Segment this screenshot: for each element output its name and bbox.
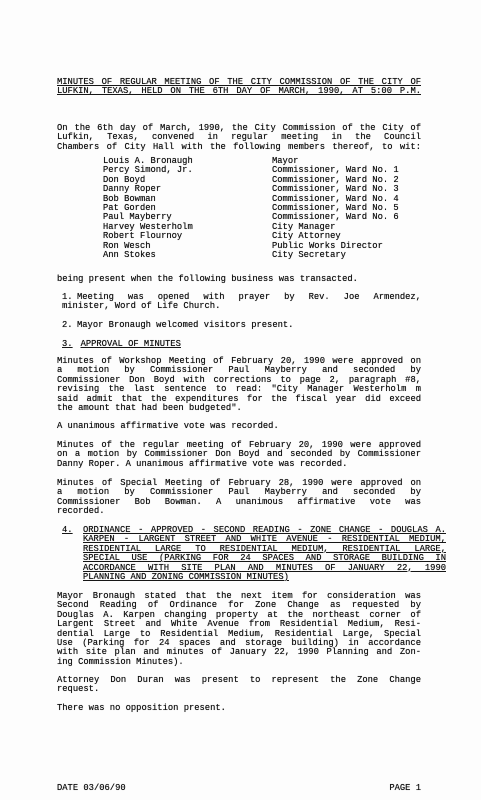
paragraph-line: On the 6th day of March, 1990, the City Commission of the City of	[57, 123, 421, 133]
paragraph-line: dential Large to Residential Medium, Residential Large, Special	[57, 628, 421, 639]
section-heading	[62, 340, 421, 349]
special-minutes-paragraph	[57, 479, 421, 517]
paragraph-line: revising the last sentence to read: "City Manager Westerholm m	[57, 384, 421, 395]
paragraph-line: said admit that the expenditures for the fiscal year did exceed	[57, 393, 421, 404]
page-footer	[57, 784, 421, 793]
paragraph-line: Minutes of the regular meeting of February 20, 1990 were approved	[57, 440, 421, 450]
page-number: PAGE 1	[389, 783, 421, 793]
paragraph-line: minister, Word of Life Church.	[62, 301, 221, 312]
agenda-item-4-number	[62, 526, 82, 535]
regular-minutes-paragraph	[57, 441, 421, 469]
member-name: Harvey Westerholm	[103, 221, 193, 232]
member-name: Louis A. Bronaugh	[103, 156, 193, 166]
item-number: 4.	[62, 525, 73, 535]
paragraph-line: request.	[57, 684, 100, 695]
paragraph-line: A unanimous affirmative vote was recorded.	[57, 421, 279, 431]
member-title: City Attorney	[272, 231, 341, 242]
intro-paragraph	[57, 124, 421, 152]
paragraph-line: Commissioner Don Boyd with corrections to page 2, paragraph #8,	[57, 374, 421, 385]
paragraph-line: Use (Parking for 24 spaces and storage building) in accordance	[57, 637, 421, 648]
heading-line: ACCORDANCE WITH SITE PLAN AND MINUTES OF JANUARY 22, 1990	[83, 562, 446, 573]
workshop-minutes-paragraph	[57, 357, 421, 413]
paragraph-line	[62, 321, 421, 330]
paragraph-line: a motion by Commissioner Paul Mayberry and seconded by	[57, 365, 421, 376]
opposition-statement	[57, 704, 421, 713]
paragraph-line: Chambers of City Hall with the following members thereof, to wit:	[57, 141, 421, 152]
member-title: City Manager	[272, 221, 336, 232]
member-name: Robert Flournoy	[103, 231, 183, 242]
member-title: Commissioner, Ward No. 1	[272, 165, 399, 176]
member-name: Percy Simond, Jr.	[103, 165, 193, 176]
member-name: Pat Gorden	[103, 202, 156, 213]
agenda-item-1	[62, 293, 421, 312]
heading-line: SPECIAL USE (PARKING FOR 24 SPACES AND STORAGE BUILDING IN	[83, 553, 446, 564]
member-title: Mayor	[272, 156, 299, 166]
paragraph-line: ing Commission Minutes).	[57, 656, 184, 667]
paragraph-line: Commissioner Bob Bowman. A unanimous affirmative vote was	[57, 496, 421, 507]
attorney-paragraph	[57, 676, 421, 695]
item-number: 1.	[62, 292, 73, 302]
paragraph-line: Danny Roper. A unanimous affirmative vote was recorded.	[57, 458, 348, 469]
paragraph-line: recorded.	[57, 506, 105, 517]
agenda-item-4-heading	[83, 526, 446, 582]
member-name: Danny Roper	[103, 184, 162, 195]
paragraph-line: with site plan and minutes of January 22, 1990 Planning and Zon-	[57, 647, 421, 658]
paragraph-line: Lufkin, Texas, convened in regular meeting in the Council	[57, 132, 421, 143]
member-title: Commissioner, Ward No. 2	[272, 174, 399, 185]
document-title	[57, 78, 421, 97]
paragraph-line: Minutes of Workshop Meeting of February 20, 1990 were approved on	[57, 356, 421, 366]
member-row	[103, 251, 423, 260]
workshop-vote	[57, 422, 421, 431]
item-text: Mayor Bronaugh welcomed visitors present.	[77, 320, 294, 330]
heading-line: RESIDENTIAL LARGE TO RESIDENTIAL MEDIUM, RESIDENTIAL LARGE,	[83, 543, 446, 554]
item-number: 3.	[62, 339, 73, 349]
title-line: LUFKIN, TEXAS, HELD ON THE 6TH DAY OF MARCH, 1990, AT 5:00 P.M.	[57, 86, 421, 97]
paragraph-line: Minutes of Special Meeting of February 28, 1990 were approved on	[57, 478, 421, 488]
member-title: Commissioner, Ward No. 5	[272, 202, 399, 213]
paragraph-line: on a motion by Commissioner Don Boyd and seconded by Commissioner	[57, 449, 421, 460]
footer-date: DATE 03/06/90	[57, 783, 126, 793]
heading-line: PLANNING AND ZONING COMMISSION MINUTES)	[83, 571, 289, 582]
heading-line: KARPEN - LARGENT STREET AND WHITE AVENUE - RESIDENTIAL MEDIUM,	[83, 534, 446, 545]
member-name: Ann Stokes	[103, 249, 156, 260]
member-name: Don Boyd	[103, 174, 146, 185]
agenda-item-2	[62, 321, 421, 330]
item-text: Meeting was opened with prayer by Rev. Joe Armendez,	[77, 292, 421, 302]
paragraph-line: the amount that had been budgeted".	[57, 402, 242, 413]
member-title: Commissioner, Ward No. 6	[272, 212, 399, 223]
paragraph-line: Largent Street and White Avenue from Residential Medium, Resi-	[57, 619, 421, 630]
member-name: Ron Wesch	[103, 240, 151, 251]
agenda-item-3	[62, 340, 421, 349]
member-title: City Secretary	[272, 249, 346, 260]
paragraph-line: There was no opposition present.	[57, 703, 226, 713]
paragraph-line: being present when the following business was transacted.	[57, 274, 358, 284]
member-title: Commissioner, Ward No. 3	[272, 184, 399, 195]
paragraph-line: Mayor Bronaugh stated that the next item for consideration was	[57, 591, 421, 601]
members-list	[103, 157, 423, 260]
item-4-discussion-paragraph	[57, 592, 421, 667]
paragraph-line: Attorney Don Duran was present to represent the Zone Change	[57, 675, 421, 685]
title-line: MINUTES OF REGULAR MEETING OF THE CITY COMMISSION OF THE CITY OF	[57, 77, 421, 87]
present-statement	[57, 275, 421, 284]
member-title: Commissioner, Ward No. 4	[272, 193, 399, 204]
heading-line: ORDINANCE - APPROVED - SECOND READING - ZONE CHANGE - DOUGLAS A.	[83, 525, 446, 535]
item-heading: APPROVAL OF MINUTES	[80, 339, 181, 349]
paragraph-line: a motion by Commissioner Paul Mayberry and seconded by	[57, 487, 421, 498]
paragraph-line: Second Reading of Ordinance for Zone Change as requested by	[57, 600, 421, 611]
member-name: Paul Mayberry	[103, 212, 172, 223]
member-title: Public Works Director	[272, 240, 383, 251]
paragraph-line: Douglas A. Karpen changing property at the northeast corner of	[57, 609, 421, 620]
item-number: 2.	[62, 320, 73, 330]
member-name: Bob Bowman	[103, 193, 156, 204]
